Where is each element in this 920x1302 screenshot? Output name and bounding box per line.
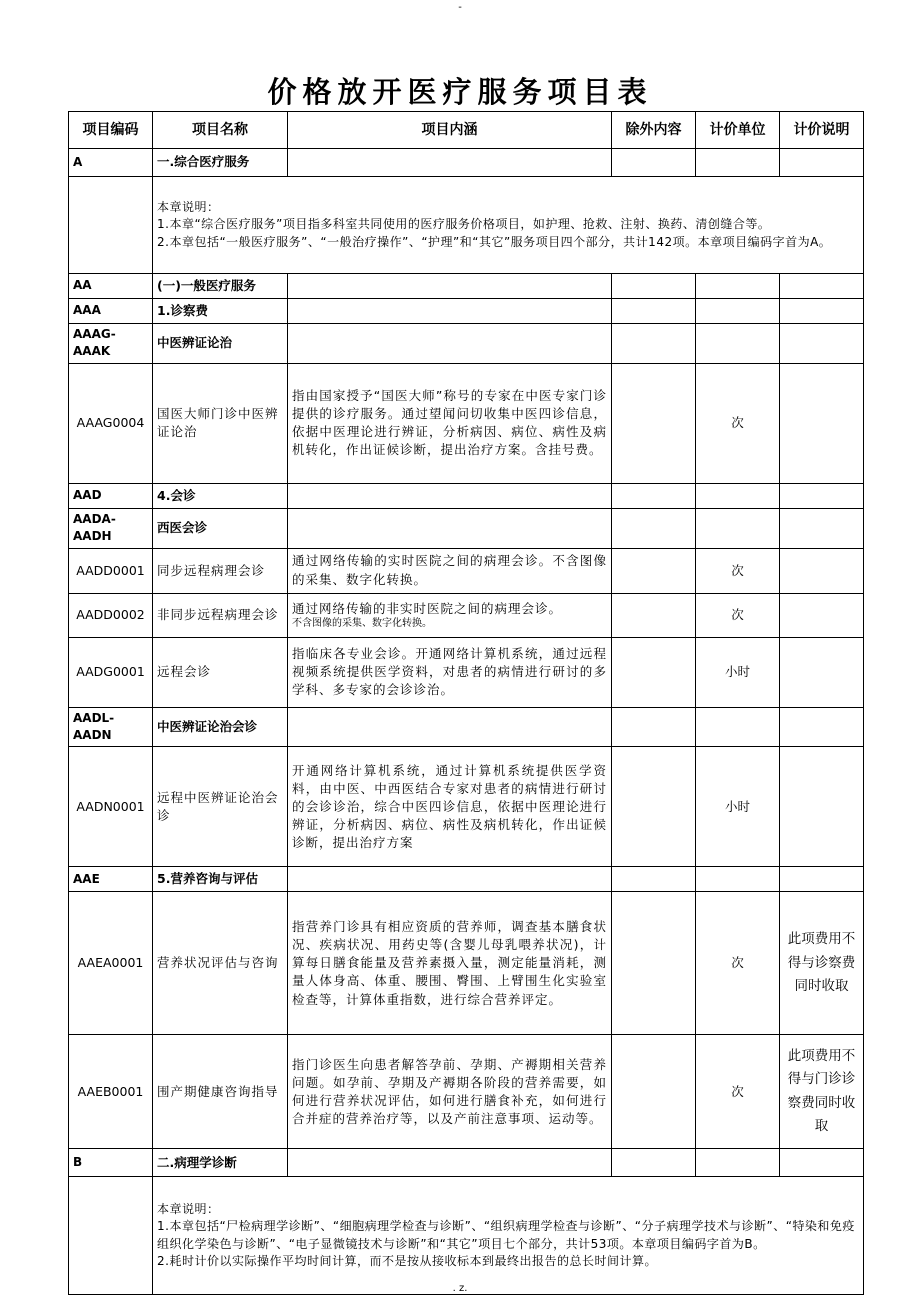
category-name: 二.病理学诊断 xyxy=(153,1149,288,1177)
item-name: 远程中医辨证论治会诊 xyxy=(153,747,288,867)
item-content-small: 不含图像的采集、数字化转换。 xyxy=(292,618,432,630)
item-name: 非同步远程病理会诊 xyxy=(153,593,288,637)
item-remark xyxy=(780,548,864,593)
item-content xyxy=(288,747,612,867)
header-remark: 计价说明 xyxy=(780,112,864,149)
price-table xyxy=(68,111,864,1295)
item-code: AADN0001 xyxy=(69,747,153,867)
item-remark xyxy=(780,747,864,867)
header-content: 项目内涵 xyxy=(288,112,612,149)
empty-cell xyxy=(612,324,696,364)
item-remark xyxy=(780,363,864,483)
item-unit: 次 xyxy=(696,892,780,1035)
category-row xyxy=(69,299,864,324)
category-row xyxy=(69,324,864,364)
item-code: AADD0001 xyxy=(69,548,153,593)
category-name: 一.综合医疗服务 xyxy=(153,149,288,177)
item-content xyxy=(288,892,612,1035)
page-title: 价格放开医疗服务项目表 xyxy=(267,75,653,109)
category-row xyxy=(69,508,864,548)
page-top-mark: - xyxy=(458,2,462,13)
item-code: AADD0002 xyxy=(69,593,153,637)
table-row xyxy=(69,593,864,637)
category-code: AADL-AADN xyxy=(69,707,153,747)
empty-cell xyxy=(288,867,612,892)
empty-cell xyxy=(696,707,780,747)
category-row xyxy=(69,483,864,508)
table-row xyxy=(69,892,864,1035)
category-code: AA xyxy=(69,274,153,299)
item-unit: 次 xyxy=(696,363,780,483)
empty-cell xyxy=(288,1149,612,1177)
empty-cell xyxy=(69,177,153,274)
table-header-row xyxy=(69,112,864,149)
header-unit: 计价单位 xyxy=(696,112,780,149)
item-exclude xyxy=(612,637,696,707)
item-content xyxy=(288,1035,612,1149)
chapter-note xyxy=(153,177,864,274)
category-code: AAE xyxy=(69,867,153,892)
category-name: 5.营养咨询与评估 xyxy=(153,867,288,892)
empty-cell xyxy=(780,324,864,364)
category-row xyxy=(69,1149,864,1177)
note-line: 本章说明： xyxy=(157,199,220,214)
empty-cell xyxy=(69,1177,153,1295)
empty-cell xyxy=(696,508,780,548)
empty-cell xyxy=(288,483,612,508)
item-content xyxy=(288,593,612,637)
item-unit: 小时 xyxy=(696,637,780,707)
item-name: 围产期健康咨询指导 xyxy=(153,1035,288,1149)
item-exclude xyxy=(612,747,696,867)
item-unit: 次 xyxy=(696,593,780,637)
empty-cell xyxy=(780,274,864,299)
item-exclude xyxy=(612,548,696,593)
table-row xyxy=(69,363,864,483)
item-content-text: 通过网络传输的非实时医院之间的病理会诊。 xyxy=(292,601,563,616)
item-exclude xyxy=(612,593,696,637)
category-row xyxy=(69,707,864,747)
item-remark: 此项费用不得与门诊诊察费同时收取 xyxy=(780,1035,864,1149)
item-exclude xyxy=(612,1035,696,1149)
empty-cell xyxy=(696,324,780,364)
item-remark xyxy=(780,637,864,707)
category-code: AAAG-AAAK xyxy=(69,324,153,364)
item-exclude xyxy=(612,363,696,483)
note-line: 1.本章包括“尸检病理学诊断”、“细胞病理学检查与诊断”、“组织病理学检查与诊断”、“分子病理学技术与诊断”、“特染和免疫组织化学染色与诊断”、“电子显微镜技术与诊断”和“其它”项目七个部分，共计53项。本章项目编码字首为B。 xyxy=(157,1219,855,1251)
item-remark xyxy=(780,593,864,637)
empty-cell xyxy=(612,867,696,892)
empty-cell xyxy=(696,149,780,177)
empty-cell xyxy=(612,299,696,324)
item-name: 营养状况评估与咨询 xyxy=(153,892,288,1035)
item-name: 同步远程病理会诊 xyxy=(153,548,288,593)
chapter-note-row xyxy=(69,1177,864,1295)
category-row xyxy=(69,274,864,299)
category-code: B xyxy=(69,1149,153,1177)
item-content-text: 指营养门诊具有相应资质的营养师，调查基本膳食状况、疾病状况、用药史等(含婴儿母乳喂养状况)，计算每日膳食能量及营养素摄入量，测定能量消耗，测量人体身高、体重、腰围、臀围、上臂围生化实验室检查等，计算体重指数，进行综合营养评定。 xyxy=(292,919,607,1007)
note-line: 2.本章包括“一般医疗服务”、“一般治疗操作”、“护理”和“其它”服务项目四个部分，共计142项。本章项目编码字首为A。 xyxy=(157,234,832,249)
item-unit: 次 xyxy=(696,1035,780,1149)
item-content-text: 指临床各专业会诊。开通网络计算机系统，通过远程视频系统提供医学资料，对患者的病情进行研讨的多学科、多专家的会诊诊治。 xyxy=(292,645,607,698)
category-name: 中医辨证论治会诊 xyxy=(153,707,288,747)
item-unit: 次 xyxy=(696,548,780,593)
note-line: 1.本章“综合医疗服务”项目指多科室共同使用的医疗服务价格项目，如护理、抢救、注射、换药、清创缝合等。 xyxy=(157,217,771,232)
item-code: AAEB0001 xyxy=(69,1035,153,1149)
empty-cell xyxy=(288,508,612,548)
item-name: 国医大师门诊中医辨证论治 xyxy=(153,363,288,483)
item-content-text: 开通网络计算机系统，通过计算机系统提供医学资料，由中医、中西医结合专家对患者的病情进行研讨的会诊诊治，综合中医四诊信息，依据中医理论进行辨证，分析病因、病位、病性及病机转化，作出证候诊断，提出治疗方案 xyxy=(292,762,607,851)
empty-cell xyxy=(696,299,780,324)
page-bottom-mark: . z. xyxy=(452,1283,468,1294)
item-name: 远程会诊 xyxy=(153,637,288,707)
empty-cell xyxy=(780,707,864,747)
empty-cell xyxy=(780,1149,864,1177)
empty-cell xyxy=(288,299,612,324)
item-content xyxy=(288,637,612,707)
empty-cell xyxy=(612,483,696,508)
item-content xyxy=(288,363,612,483)
item-remark: 此项费用不得与诊察费同时收取 xyxy=(780,892,864,1035)
empty-cell xyxy=(780,483,864,508)
header-exclude: 除外内容 xyxy=(612,112,696,149)
empty-cell xyxy=(780,299,864,324)
category-row xyxy=(69,149,864,177)
chapter-note xyxy=(153,1177,864,1295)
empty-cell xyxy=(612,274,696,299)
empty-cell xyxy=(612,1149,696,1177)
item-code: AAAG0004 xyxy=(69,363,153,483)
table-row xyxy=(69,548,864,593)
note-line: 本章说明： xyxy=(157,1202,220,1217)
item-code: AAEA0001 xyxy=(69,892,153,1035)
table-row xyxy=(69,1035,864,1149)
category-row xyxy=(69,867,864,892)
empty-cell xyxy=(780,508,864,548)
empty-cell xyxy=(288,324,612,364)
category-name: 1.诊察费 xyxy=(153,299,288,324)
category-name: 西医会诊 xyxy=(153,508,288,548)
chapter-note-row xyxy=(69,177,864,274)
empty-cell xyxy=(696,483,780,508)
item-content-text: 通过网络传输的实时医院之间的病理会诊。不含图像的采集、数字化转换。 xyxy=(292,553,607,587)
empty-cell xyxy=(288,149,612,177)
header-name: 项目名称 xyxy=(153,112,288,149)
table-row xyxy=(69,637,864,707)
item-code: AADG0001 xyxy=(69,637,153,707)
category-code: AAA xyxy=(69,299,153,324)
empty-cell xyxy=(612,149,696,177)
item-content-text: 指门诊医生向患者解答孕前、孕期、产褥期相关营养问题。如孕前、孕期及产褥期各阶段的营养需要，如何进行营养状况评估，如何进行膳食补充，如何进行合并症的营养治疗等，以及产前注意事项、运动等。 xyxy=(292,1056,607,1126)
empty-cell xyxy=(696,867,780,892)
empty-cell xyxy=(288,274,612,299)
item-content xyxy=(288,548,612,593)
table-row xyxy=(69,747,864,867)
category-name: (一)一般医疗服务 xyxy=(153,274,288,299)
empty-cell xyxy=(696,274,780,299)
item-exclude xyxy=(612,892,696,1035)
category-name: 4.会诊 xyxy=(153,483,288,508)
category-code: A xyxy=(69,149,153,177)
empty-cell xyxy=(780,149,864,177)
category-code: AADA-AADH xyxy=(69,508,153,548)
empty-cell xyxy=(696,1149,780,1177)
item-content-text: 指由国家授予“国医大师”称号的专家在中医专家门诊提供的诊疗服务。通过望闻问切收集中医四诊信息，依据中医理论进行辨证，分析病因、病位、病性及病机转化，作出证候诊断，提出治疗方案。含挂号费。 xyxy=(292,388,607,458)
empty-cell xyxy=(612,508,696,548)
empty-cell xyxy=(288,707,612,747)
category-code: AAD xyxy=(69,483,153,508)
header-code: 项目编码 xyxy=(69,112,153,149)
empty-cell xyxy=(780,867,864,892)
note-line: 2.耗时计价以实际操作平均时间计算，而不是按从接收标本到最终出报告的总长时间计算。 xyxy=(157,1254,657,1269)
category-name: 中医辨证论治 xyxy=(153,324,288,364)
empty-cell xyxy=(612,707,696,747)
item-unit: 小时 xyxy=(696,747,780,867)
